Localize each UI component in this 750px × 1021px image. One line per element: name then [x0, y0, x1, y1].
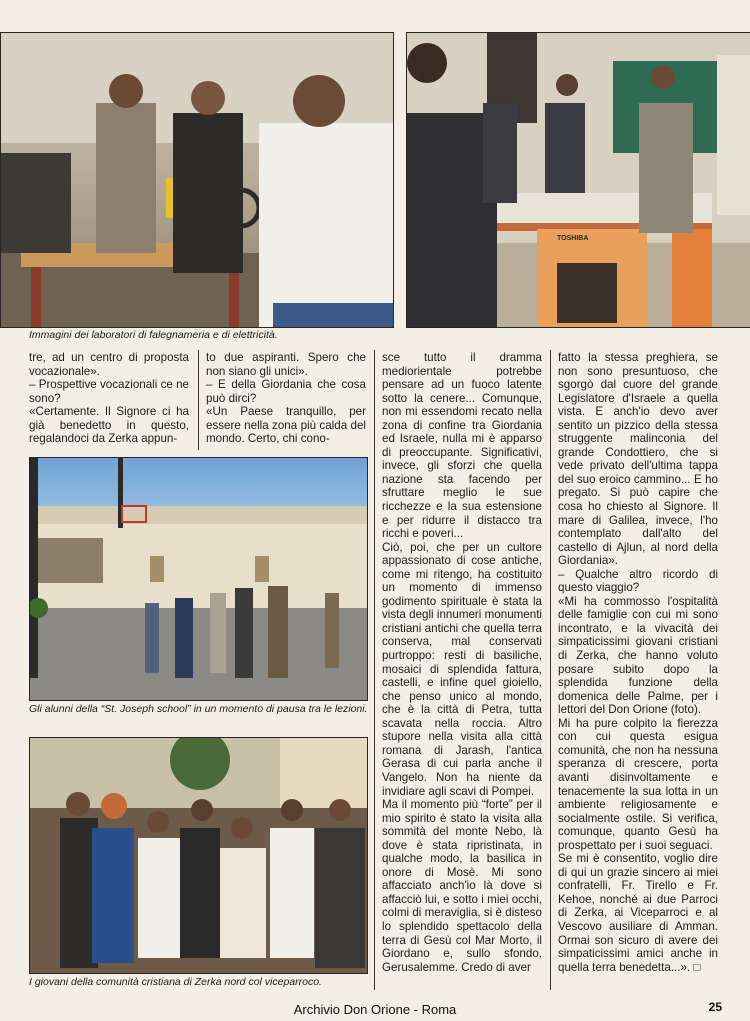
article-column-1-top: tre, ad un centro di proposta vocazionale». – Prospettive vocazionali ce ne sono? «Certamente. Il Signore ci ha già benedetto in questo, regalandoci da Zerka appun- [29, 351, 189, 446]
school-courtyard-illustration [30, 458, 367, 700]
article-column-3: sce tutto il dramma mediorientale potrebbe pensare ad un fuoco latente sotto la cenere... Comunque, non mi essendomi recato nella zona di confine tra Giordania ed Israele, nulla mi è apparso di preoccupante. Significativi, invece, gli sforzi che quella nazione sta facendo per sfruttare meglio le sue ricchezze e la sua estensione e per ridurre il distacco tra ricchi e poveri... Ciò, poi, che per un cultore appassionato di cose antiche, come mi ritengo, ha costituito un momento di immenso godimento spirituale è stata la vista degli innumeri monumenti cristiani antichi che quella terra conserva, mal conservati purtroppo: resti di basiliche, mosaici di splendida fattura, castelli, e infine quel gioiello, che penso unico al mondo, che è la città di Petra, tutta scavata nella roccia. Altro stupore nella visita alla città romana di Jarash, l'antica Gerasa di cui parla anche il Vangelo. Non ha niente da invidiare agli scavi di Pompei. Ma il momento più “forte” per il mio spirito è stato la visita alla sommità del monte Nebo, là dove è stata ripristinata, in qualche modo, la basilica in onore di Mosè. Mi sono affacciato anch'io là dove si affacciò lui, e sotto i miei occhi, colmi di meraviglia, si è disteso lo splendido spettacolo della terra di Gesù col Mar Morto, il Giordano e, sullo sfondo, Gerusalemme. Credo di aver [382, 351, 542, 974]
photo-st-joseph-school [29, 457, 368, 701]
column-divider [374, 350, 375, 990]
photo-electricity-lab [406, 32, 750, 328]
caption-group-photo: I giovani della comunità cristiana di Zerka nord col viceparroco. [29, 976, 322, 988]
caption-school-photo: Gli alunni della “St. Joseph school” in un momento di pausa tra le lezioni. [29, 703, 368, 715]
carpentry-lab-illustration [1, 33, 393, 327]
archive-footer: Archivio Don Orione - Roma [293, 1002, 457, 1017]
column-divider [550, 350, 551, 990]
photo-zerka-youth-group [29, 737, 368, 974]
electricity-lab-illustration [407, 33, 750, 327]
article-column-4: fatto la stessa preghiera, se non sono presuntuoso, che sgorgò dal cuore del grande Legislatore d'Israele a quella vista. E anch'io devo aver sentito un pizzico della stessa struggente malinconia del grande Condottiero, che si vede privato dell'ultima tappa del suo eroico cammino... E ho pregato. Si può capire che cosa ho chiesto al Signore. Il mare di Galilea, invece, l'ho contemplato dall'alto del castello di Ajlun, al nord della Giordania». – Qualche altro ricordo di questo viaggio? «Mi ha commosso l'ospitalità delle famiglie con cui mi sono incontrato, e la vivacità dei simpaticissimi giovani cristiani di Zerka, che hanno voluto posare subito dopo la splendida funzione della domenica delle Palme, per i lettori del Don Orione (foto). Mi ha pure colpito la fierezza con cui questa esigua comunità, che non ha nessuna speranza di crescere, porta avanti disinvoltamente e tenacemente la sua lotta in un ambiente religiosamente e socialmente ostile. Si verifica, comunque, quanto Gesù ha prospettato per i suoi seguaci. Se mi è consentito, voglio dire di qui un grazie sincero ai miei confratelli, Fr. Tirello e Fr. Kehoe, nonché ai due Parroci di Zerka, ai Viceparroci e al Vescovo ausiliare di Amman. Ormai son sicuro di avere dei simpaticissimi amici anche in quella terra benedetta...». □ [558, 351, 718, 974]
page-number: 25 [708, 1000, 722, 1014]
caption-top-photos: Immagini dei laboratori di falegnameria e di elettricità. [29, 329, 278, 341]
box-brand-label: TOSHIBA [557, 235, 589, 242]
column-divider [198, 350, 199, 450]
article-column-2-top: to due aspiranti. Spero che non siano gli unici». – E della Giordania che cosa può dirci? «Un Paese tranquillo, per essere nella zona più calda del mondo. Certo, chi cono- [206, 351, 366, 446]
photo-carpentry-lab [0, 32, 394, 328]
group-illustration [30, 738, 367, 973]
